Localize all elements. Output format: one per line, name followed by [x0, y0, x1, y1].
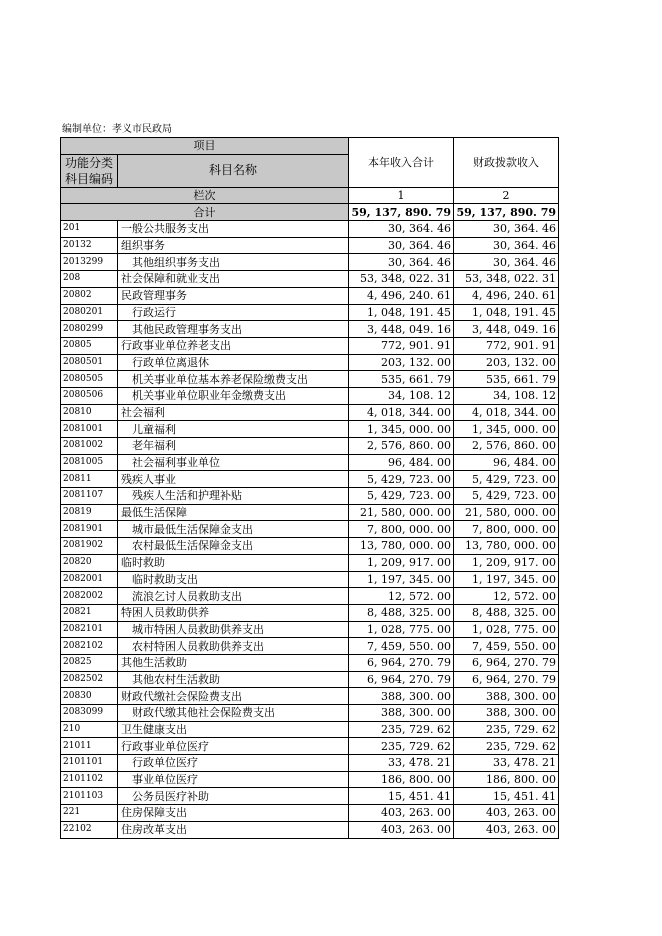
row-name: 临时救助 [118, 554, 349, 571]
row-name: 老年福利 [118, 438, 349, 455]
row-name: 社会保障和就业支出 [118, 271, 349, 288]
row-value-total: 15, 451. 41 [349, 788, 454, 805]
table-row [61, 488, 559, 505]
row-name: 一般公共服务支出 [118, 221, 349, 238]
row-value-total: 4, 496, 240. 61 [349, 287, 454, 304]
row-value-total: 403, 263. 00 [349, 821, 454, 838]
row-code: 2082002 [61, 588, 118, 605]
row-name: 财政代缴其他社会保险费支出 [118, 705, 349, 722]
row-name: 社会福利 [118, 404, 349, 421]
table-row [61, 638, 559, 655]
row-value-total: 7, 800, 000. 00 [349, 521, 454, 538]
row-value-fiscal: 6, 964, 270. 79 [454, 654, 559, 671]
row-code: 2101103 [61, 788, 118, 805]
row-code: 20825 [61, 654, 118, 671]
row-value-total: 96, 484. 00 [349, 454, 454, 471]
row-code: 2081107 [61, 488, 118, 505]
row-value-fiscal: 2, 576, 860. 00 [454, 438, 559, 455]
table-row [61, 788, 559, 805]
table-row [61, 821, 559, 838]
header-code-col: 功能分类 科目编码 [61, 154, 118, 187]
row-code: 2080501 [61, 354, 118, 371]
row-name: 机关事业单位基本养老保险缴费支出 [118, 371, 349, 388]
table-row [61, 805, 559, 822]
table-row [61, 771, 559, 788]
row-code: 201 [61, 221, 118, 238]
row-value-total: 1, 048, 191. 45 [349, 304, 454, 321]
row-name: 残疾人生活和护理补贴 [118, 488, 349, 505]
row-code: 2081001 [61, 421, 118, 438]
row-code: 2101101 [61, 755, 118, 772]
table-row [61, 404, 559, 421]
table-row [61, 621, 559, 638]
row-value-total: 6, 964, 270. 79 [349, 654, 454, 671]
header-col2: 财政拨款收入 [454, 138, 559, 188]
row-value-fiscal: 4, 018, 344. 00 [454, 404, 559, 421]
row-code: 20810 [61, 404, 118, 421]
row-value-fiscal: 535, 661. 79 [454, 371, 559, 388]
table-row [61, 454, 559, 471]
row-value-total: 7, 459, 550. 00 [349, 638, 454, 655]
row-value-total: 235, 729. 62 [349, 721, 454, 738]
row-value-total: 1, 345, 000. 00 [349, 421, 454, 438]
row-value-total: 388, 300. 00 [349, 688, 454, 705]
table-row [61, 337, 559, 354]
row-name: 行政事业单位养老支出 [118, 337, 349, 354]
header-col1: 本年收入合计 [349, 138, 454, 188]
row-name: 住房保障支出 [118, 805, 349, 822]
row-name: 民政管理事务 [118, 287, 349, 304]
row-value-total: 5, 429, 723. 00 [349, 471, 454, 488]
row-value-fiscal: 1, 209, 917. 00 [454, 554, 559, 571]
row-value-fiscal: 21, 580, 000. 00 [454, 504, 559, 521]
table-row [61, 738, 559, 755]
row-value-fiscal: 5, 429, 723. 00 [454, 488, 559, 505]
row-value-total: 4, 018, 344. 00 [349, 404, 454, 421]
row-value-total: 3, 448, 049. 16 [349, 321, 454, 338]
row-name: 其他农村生活救助 [118, 671, 349, 688]
table-row [61, 571, 559, 588]
row-name: 行政单位医疗 [118, 755, 349, 772]
row-value-fiscal: 6, 964, 270. 79 [454, 671, 559, 688]
table-row [61, 721, 559, 738]
row-value-fiscal: 53, 348, 022. 31 [454, 271, 559, 288]
row-value-fiscal: 7, 459, 550. 00 [454, 638, 559, 655]
row-value-total: 1, 028, 775. 00 [349, 621, 454, 638]
header-col2-no: 2 [454, 187, 559, 204]
table-row [61, 421, 559, 438]
row-value-total: 5, 429, 723. 00 [349, 488, 454, 505]
row-code: 20802 [61, 287, 118, 304]
row-value-fiscal: 235, 729. 62 [454, 721, 559, 738]
row-value-fiscal: 203, 132. 00 [454, 354, 559, 371]
header-col1-no: 1 [349, 187, 454, 204]
row-value-fiscal: 30, 364. 46 [454, 237, 559, 254]
row-value-total: 6, 964, 270. 79 [349, 671, 454, 688]
row-value-fiscal: 30, 364. 46 [454, 221, 559, 238]
table-row [61, 671, 559, 688]
row-value-total: 53, 348, 022. 31 [349, 271, 454, 288]
table-row [61, 705, 559, 722]
row-code: 20821 [61, 604, 118, 621]
row-name: 住房改革支出 [118, 821, 349, 838]
table-row [61, 504, 559, 521]
row-name: 卫生健康支出 [118, 721, 349, 738]
row-name: 社会福利事业单位 [118, 454, 349, 471]
row-code: 21011 [61, 738, 118, 755]
row-value-fiscal: 1, 048, 191. 45 [454, 304, 559, 321]
total-v2: 59, 137, 890. 79 [454, 204, 559, 221]
row-value-total: 1, 197, 345. 00 [349, 571, 454, 588]
row-value-fiscal: 235, 729. 62 [454, 738, 559, 755]
table-row [61, 588, 559, 605]
row-value-total: 403, 263. 00 [349, 805, 454, 822]
table-row [61, 287, 559, 304]
table-row [61, 321, 559, 338]
header-lanci: 栏次 [61, 187, 349, 204]
row-name: 特困人员救助供养 [118, 604, 349, 621]
row-value-fiscal: 388, 300. 00 [454, 705, 559, 722]
row-name: 流浪乞讨人员救助支出 [118, 588, 349, 605]
table-row [61, 604, 559, 621]
row-value-total: 2, 576, 860. 00 [349, 438, 454, 455]
row-code: 20132 [61, 237, 118, 254]
table-row [61, 521, 559, 538]
row-value-fiscal: 30, 364. 46 [454, 254, 559, 271]
table-row [61, 688, 559, 705]
row-name: 公务员医疗补助 [118, 788, 349, 805]
row-value-fiscal: 13, 780, 000. 00 [454, 538, 559, 555]
row-code: 2101102 [61, 771, 118, 788]
row-value-total: 12, 572. 00 [349, 588, 454, 605]
total-label: 合计 [61, 204, 349, 221]
row-name: 事业单位医疗 [118, 771, 349, 788]
row-name: 行政运行 [118, 304, 349, 321]
row-value-total: 30, 364. 46 [349, 237, 454, 254]
row-value-total: 21, 580, 000. 00 [349, 504, 454, 521]
table-row [61, 371, 559, 388]
row-value-total: 203, 132. 00 [349, 354, 454, 371]
row-code: 2081005 [61, 454, 118, 471]
row-value-total: 34, 108. 12 [349, 387, 454, 404]
row-value-total: 535, 661. 79 [349, 371, 454, 388]
row-code: 2082102 [61, 638, 118, 655]
row-code: 2082502 [61, 671, 118, 688]
row-value-total: 388, 300. 00 [349, 705, 454, 722]
row-name: 农村最低生活保障金支出 [118, 538, 349, 555]
table-row [61, 304, 559, 321]
total-v1: 59, 137, 890. 79 [349, 204, 454, 221]
row-value-total: 8, 488, 325. 00 [349, 604, 454, 621]
row-name: 机关事业单位职业年金缴费支出 [118, 387, 349, 404]
budget-table [60, 137, 559, 839]
row-name: 残疾人事业 [118, 471, 349, 488]
table-row [61, 271, 559, 288]
row-value-fiscal: 15, 451. 41 [454, 788, 559, 805]
row-value-fiscal: 186, 800. 00 [454, 771, 559, 788]
row-value-total: 186, 800. 00 [349, 771, 454, 788]
row-value-fiscal: 12, 572. 00 [454, 588, 559, 605]
row-code: 20811 [61, 471, 118, 488]
table-row [61, 438, 559, 455]
row-name: 其他组织事务支出 [118, 254, 349, 271]
header-project: 项目 [61, 138, 349, 155]
table-row [61, 354, 559, 371]
row-code: 2081901 [61, 521, 118, 538]
row-value-total: 13, 780, 000. 00 [349, 538, 454, 555]
row-name: 其他民政管理事务支出 [118, 321, 349, 338]
row-name: 组织事务 [118, 237, 349, 254]
row-value-total: 235, 729. 62 [349, 738, 454, 755]
row-code: 221 [61, 805, 118, 822]
row-code: 20805 [61, 337, 118, 354]
row-value-fiscal: 5, 429, 723. 00 [454, 471, 559, 488]
row-value-fiscal: 403, 263. 00 [454, 805, 559, 822]
row-code: 2083099 [61, 705, 118, 722]
row-name: 最低生活保障 [118, 504, 349, 521]
table-row [61, 237, 559, 254]
table-row [61, 654, 559, 671]
row-code: 2080506 [61, 387, 118, 404]
row-value-fiscal: 8, 488, 325. 00 [454, 604, 559, 621]
row-value-total: 30, 364. 46 [349, 221, 454, 238]
unit-label: 编制单位：孝义市民政局 [62, 124, 172, 135]
row-code: 2082001 [61, 571, 118, 588]
row-value-fiscal: 772, 901. 91 [454, 337, 559, 354]
row-value-fiscal: 3, 448, 049. 16 [454, 321, 559, 338]
row-code: 2013299 [61, 254, 118, 271]
row-name: 农村特困人员救助供养支出 [118, 638, 349, 655]
row-name: 临时救助支出 [118, 571, 349, 588]
row-code: 2082101 [61, 621, 118, 638]
table-row [61, 538, 559, 555]
row-name: 财政代缴社会保险费支出 [118, 688, 349, 705]
total-row [61, 204, 559, 221]
row-code: 2081902 [61, 538, 118, 555]
row-code: 20819 [61, 504, 118, 521]
table-row [61, 387, 559, 404]
row-code: 2080201 [61, 304, 118, 321]
row-code: 2080299 [61, 321, 118, 338]
table-row [61, 755, 559, 772]
row-code: 2080505 [61, 371, 118, 388]
row-value-fiscal: 4, 496, 240. 61 [454, 287, 559, 304]
table-row [61, 471, 559, 488]
row-code: 20820 [61, 554, 118, 571]
row-value-total: 772, 901. 91 [349, 337, 454, 354]
row-name: 城市特困人员救助供养支出 [118, 621, 349, 638]
row-code: 2081002 [61, 438, 118, 455]
row-code: 22102 [61, 821, 118, 838]
row-value-fiscal: 388, 300. 00 [454, 688, 559, 705]
row-value-total: 33, 478. 21 [349, 755, 454, 772]
row-code: 20830 [61, 688, 118, 705]
row-value-fiscal: 1, 345, 000. 00 [454, 421, 559, 438]
row-value-fiscal: 7, 800, 000. 00 [454, 521, 559, 538]
header-name-col: 科目名称 [118, 154, 349, 187]
row-value-total: 30, 364. 46 [349, 254, 454, 271]
row-value-fiscal: 403, 263. 00 [454, 821, 559, 838]
row-value-fiscal: 1, 197, 345. 00 [454, 571, 559, 588]
row-code: 210 [61, 721, 118, 738]
row-value-fiscal: 33, 478. 21 [454, 755, 559, 772]
row-value-fiscal: 1, 028, 775. 00 [454, 621, 559, 638]
row-name: 行政单位离退休 [118, 354, 349, 371]
table-row [61, 554, 559, 571]
row-name: 城市最低生活保障金支出 [118, 521, 349, 538]
table-row [61, 254, 559, 271]
row-code: 208 [61, 271, 118, 288]
table-row [61, 221, 559, 238]
row-value-fiscal: 96, 484. 00 [454, 454, 559, 471]
row-value-total: 1, 209, 917. 00 [349, 554, 454, 571]
row-name: 其他生活救助 [118, 654, 349, 671]
row-name: 儿童福利 [118, 421, 349, 438]
row-value-fiscal: 34, 108. 12 [454, 387, 559, 404]
row-name: 行政事业单位医疗 [118, 738, 349, 755]
